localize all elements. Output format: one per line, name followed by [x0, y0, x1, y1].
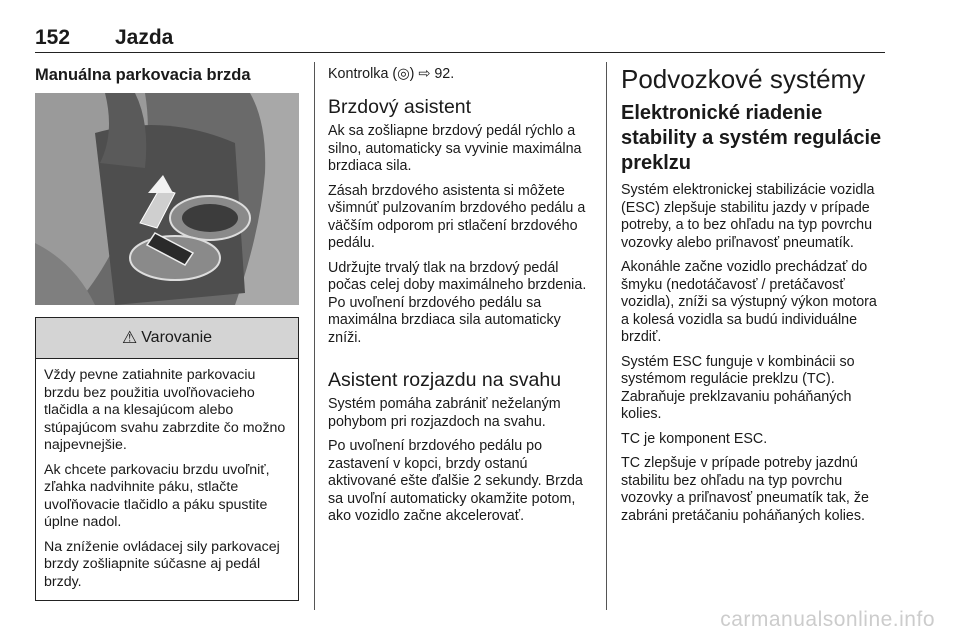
warning-box — [35, 317, 299, 601]
body-paragraph: Ak sa zošliapne brzdový pedál rýchlo a silno, automaticky sa vyvinie maximálna brzdiaca sila. — [328, 123, 582, 174]
body-paragraph: Systém ESC funguje v kombinácii so systémom regulácie preklzu (TC). Zabraňuje preklzavaniu poháňaných kolies. — [621, 353, 855, 422]
warning-paragraph: Vždy pevne zatiahnite parkovaciu brzdu bez použitia uvoľňovacieho tlačidla a na klesajúcom alebo stúpajúcom svahu zabrzdite čo možno najpevnejšie. — [44, 367, 286, 453]
column-left — [35, 62, 299, 601]
warning-paragraph: Ak chcete parkovaciu brzdu uvoľniť, zľahka nadvihnite páku, stlačte uvoľňovacie tlačidlo a páku spustite úplne nadol. — [44, 461, 270, 530]
body-paragraph: Po uvoľnení brzdového pedálu po zastavení v kopci, brzdy ostanú aktivované ešte ďalšie 2 sekundy. Brzda sa uvoľní automaticky okamžite potom, ako vozidlo začne akcelerovať. — [328, 438, 583, 524]
column-divider — [314, 62, 315, 610]
warning-title: Varovanie — [141, 329, 213, 346]
column-right — [621, 62, 887, 532]
chapter-section-title: Podvozkové systémy — [621, 64, 866, 94]
body-paragraph: Systém pomáha zabrániť neželaným pohybom pri rozjazdoch na svahu. — [328, 396, 561, 430]
section-heading: Asistent rozjazdu na svahu — [328, 369, 562, 391]
body-paragraph: Akonáhle začne vozidlo prechádzať do šmyku (nedotáčavosť / pretáčavosť vozidla), zníži sa výstupný výkon motora a kolesá vozidla sa budú individuálne brzdiť. — [621, 259, 877, 345]
chapter-title: Jazda — [115, 26, 174, 49]
cross-reference: Kontrolka (◎) ⇨ 92. — [328, 66, 455, 82]
page-ref-arrow-icon: ⇨ — [418, 66, 431, 82]
warning-header — [36, 318, 298, 359]
section-title: Manuálna parkovacia brzda — [35, 66, 251, 84]
body-paragraph: Systém elektronickej stabilizácie vozidla (ESC) zlepšuje stabilitu jazdy v prípade potreby, a to bez ohľadu na typ povrchu vozovky alebo priľnavosť pneumatík. — [621, 182, 875, 251]
column-middle — [328, 62, 594, 533]
body-paragraph: Zásah brzdového asistenta si môžete všimnúť pulzovaním brzdového pedálu a väčším odporom pri stlačení brzdového pedálu. — [328, 182, 586, 251]
body-paragraph: Udržujte trvalý tlak na brzdový pedál počas celej doby maximálneho brzdenia. Po uvoľnení brzdového pedálu sa maximálna brzdiaca sila automaticky zníži. — [328, 259, 587, 346]
column-divider — [606, 62, 607, 610]
page-header — [35, 22, 885, 53]
warning-icon: ⚠ — [121, 328, 138, 347]
subsection-title: Elektronické riadenie stability a systém regulácie preklzu — [621, 102, 882, 174]
watermark: carmanualsonline.info — [720, 608, 935, 631]
page-number: 152 — [35, 26, 71, 49]
brake-warning-lamp-icon: (◎) — [392, 66, 415, 82]
warning-body — [36, 359, 298, 600]
parking-brake-photo — [35, 93, 299, 305]
body-paragraph: TC zlepšuje v prípade potreby jazdnú stabilitu bez ohľadu na typ povrchu vozovky a priľnavosť pneumatík tak, že zabráni pretáčaniu poháňaných kolies. — [621, 455, 869, 524]
section-heading: Brzdový asistent — [328, 96, 472, 118]
warning-paragraph: Na zníženie ovládacej sily parkovacej brzdy zošliapnite súčasne aj pedál brzdy. — [44, 538, 280, 590]
body-paragraph: TC je komponent ESC. — [621, 430, 768, 447]
